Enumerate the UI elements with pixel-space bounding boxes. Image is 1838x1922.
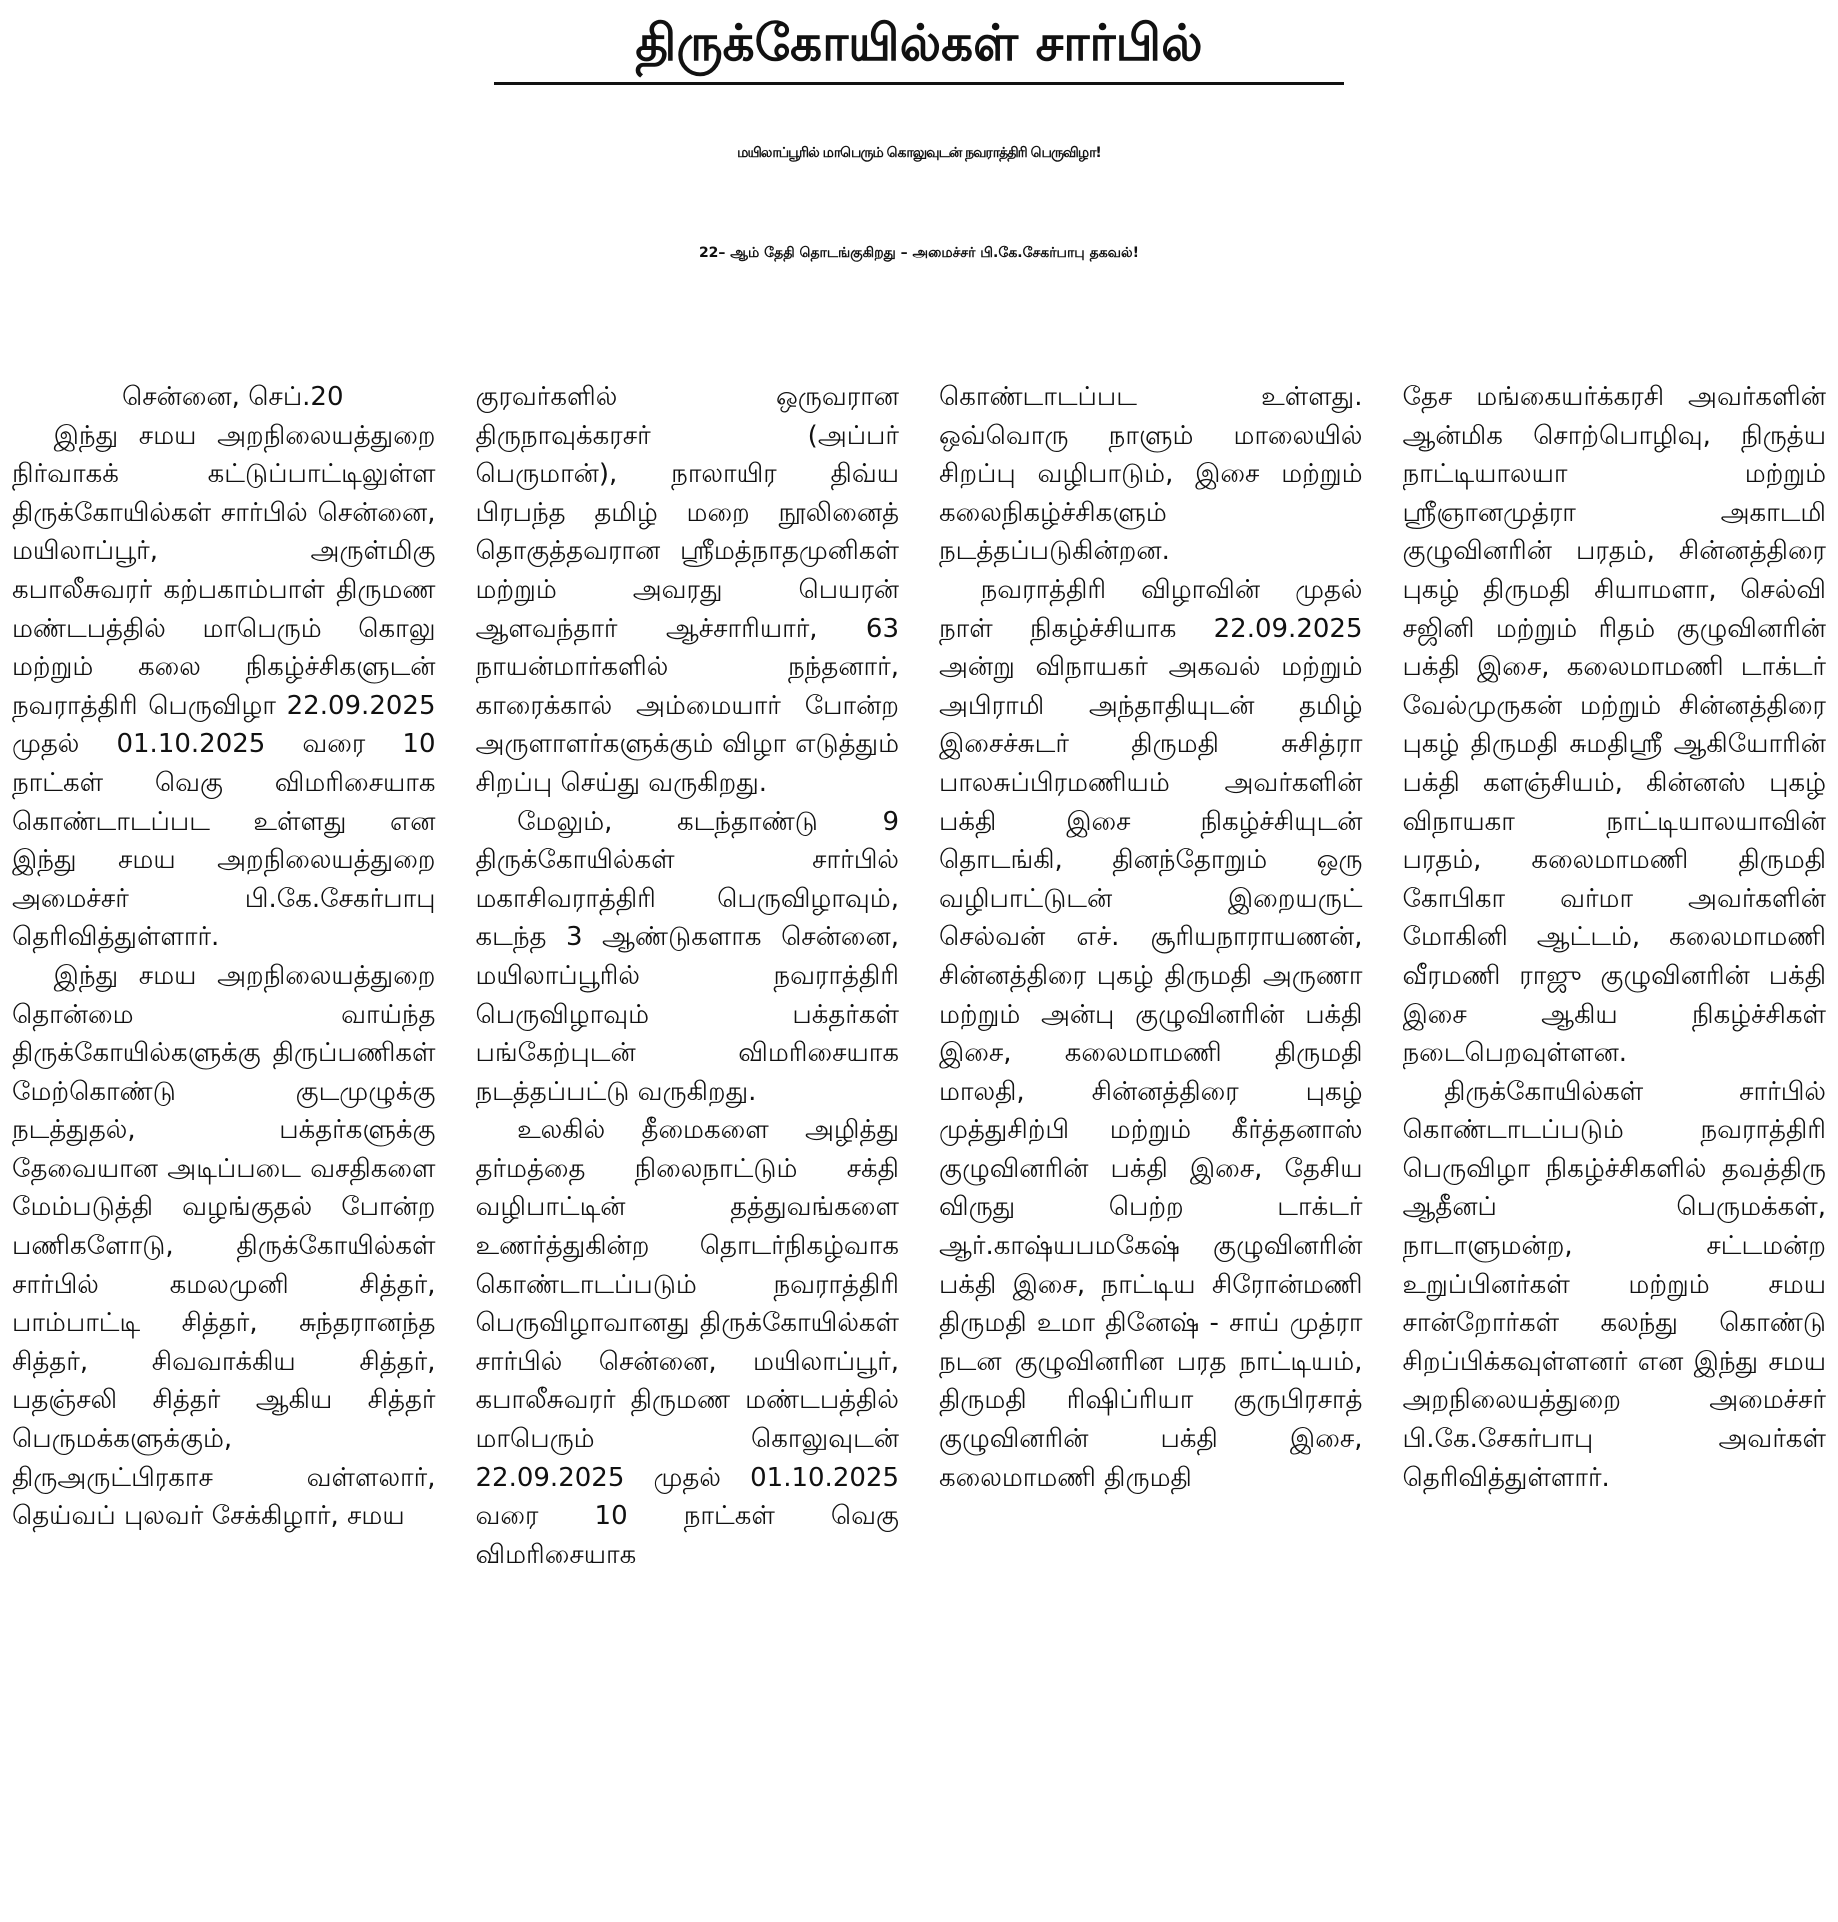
article-column-3 (939, 378, 1363, 1918)
kicker-heading (12, 0, 1826, 78)
article-column-4 (1403, 378, 1827, 1918)
article-paragraph: உலகில் தீமைகளை அழித்து தர்மத்தை நிலைநாட்டும் சக்தி வழிபாட்டின் தத்துவங்களை உணர்த்துகின்ற தொடர்நிகழ்வாக கொண்டாடப்படும் நவராத்திரி பெருவிழாவானது திருக்கோயில்கள் சார்பில் சென்னை, மயிலாப்பூர், கபாலீசுவரர் திருமண மண்டபத்தில் மாபெரும் கொலுவுடன் 22.09.2025 முதல் 01.10.2025 வரை 10 நாட்கள் வெகு விமரிசையாக (475, 1115, 899, 1570)
article-paragraph: கொண்டாடப்பட உள்ளது. ஒவ்வொரு நாளும் மாலையில் சிறப்பு வழிபாடும், இசை மற்றும் கலைநிகழ்ச்சிகளும் நடத்தப்படுகின்றன. (939, 382, 1363, 567)
article-paragraph: திருக்கோயில்கள் சார்பில் கொண்டாடப்படும் நவராத்திரி பெருவிழா நிகழ்ச்சிகளில் தவத்திரு ஆதீனப் பெருமக்கள், நாடாளுமன்ற, சட்டமன்ற உறுப்பினர்கள் மற்றும் சமய சான்றோர்கள் கலந்து கொண்டு சிறப்பிக்கவுள்ளனர் என இந்து சமய அறநிலையத்துறை அமைச்சர் பி.கே.சேகர்பாபு அவர்கள் தெரிவித்துள்ளார். (1402, 1076, 1826, 1493)
article-paragraph: குரவர்களில் ஒருவரான திருநாவுக்கரசர் (அப்பர் பெருமான்), நாலாயிர திவ்ய பிரபந்த தமிழ் மறை நூலினைத் தொகுத்தவரான ஸ்ரீமத்நாதமுனிகள் மற்றும் அவரது பெயரன் ஆளவந்தார் ஆச்சாரியார், 63 நாயன்மார்களில் நந்தனார், காரைக்கால் அம்மையார் போன்ற அருளாளர்களுக்கும் விழா எடுத்தும் சிறப்பு செய்து வருகிறது. (475, 382, 899, 798)
article-paragraph: மேலும், கடந்தாண்டு 9 திருக்கோயில்கள் சார்பில் மகாசிவராத்திரி பெருவிழாவும், கடந்த 3 ஆண்டுகளாக சென்னை, மயிலாப்பூரில் நவராத்திரி பெருவிழாவும் பக்தர்கள் பங்கேற்புடன் விமரிசையாக நடத்தப்பட்டு வருகிறது. (475, 806, 899, 1107)
headline: மயிலாப்பூரில் மாபெரும் கொலுவுடன் நவராத்திரி பெருவிழா! (737, 145, 1101, 161)
subheadline: 22– ஆம் தேதி தொடங்குகிறது – அமைச்சர் பி.கே.சேகர்பாபு தகவல்! (698, 245, 1140, 261)
article-body (12, 378, 1826, 1918)
kicker-underline (494, 82, 1344, 85)
article-column-1 (12, 378, 436, 1918)
article-paragraph: தேச மங்கையர்க்கரசி அவர்களின் ஆன்மிக சொற்பொழிவு, நிருத்ய நாட்டியாலயா மற்றும் ஸ்ரீஞானமுத்ரா அகாடமி குழுவினரின் பரதம், சின்னத்திரை புகழ் திருமதி சியாமளா, செல்வி சஜினி மற்றும் ரிதம் குழுவினரின் பக்தி இசை, கலைமாமணி டாக்டர் வேல்முருகன் மற்றும் சின்னத்திரை புகழ் திருமதி சுமதிஸ்ரீ ஆகியோரின் பக்தி களஞ்சியம், கின்னஸ் புகழ் விநாயகா நாட்டியாலயாவின் பரதம், கலைமாமணி திருமதி கோபிகா வர்மா அவர்களின் மோகினி ஆட்டம், கலைமாமணி வீரமணி ராஜு குழுவினரின் பக்தி இசை ஆகிய நிகழ்ச்சிகள் நடைபெறவுள்ளன. (1402, 382, 1826, 1069)
kicker-text: திருக்கோயில்கள் சார்பில் (635, 14, 1203, 72)
article-paragraph: இந்து சமய அறநிலையத்துறை தொன்மை வாய்ந்த திருக்கோயில்களுக்கு திருப்பணிகள் மேற்கொண்டு குடமுழுக்கு நடத்துதல், பக்தர்களுக்கு தேவையான அடிப்படை வசதிகளை மேம்படுத்தி வழங்குதல் போன்ற பணிகளோடு, திருக்கோயில்கள் சார்பில் கமலமுனி சித்தர், பாம்பாட்டி சித்தர், சுந்தரானந்த சித்தர், சிவவாக்கிய சித்தர், பதஞ்சலி சித்தர் ஆகிய சித்தர் பெருமக்களுக்கும், திருஅருட்பிரகாச வள்ளலார், தெய்வப் புலவர் சேக்கிழார், சமய (12, 960, 436, 1532)
article-paragraph: நவராத்திரி விழாவின் முதல் நாள் நிகழ்ச்சியாக 22.09.2025 அன்று விநாயகர் அகவல் மற்றும் அபிராமி அந்தாதியுடன் தமிழ் இசைச்சுடர் திருமதி சுசித்ரா பாலசுப்பிரமணியம் அவர்களின் பக்தி இசை நிகழ்ச்சியுடன் தொடங்கி, தினந்தோறும் ஒரு வழிபாட்டுடன் இறையருட் செல்வன் எச். சூரியநாராயணன், சின்னத்திரை புகழ் திருமதி அருணா மற்றும் அன்பு குழுவினரின் பக்தி இசை, கலைமாமணி திருமதி மாலதி, சின்னத்திரை புகழ் முத்துசிற்பி மற்றும் கீர்த்தனாஸ் குழுவினரின் பக்தி இசை, தேசிய விருது பெற்ற டாக்டர் ஆர்.காஷ்யபமகேஷ் குழுவினரின் பக்தி இசை, நாட்டிய சிரோன்மணி திருமதி உமா தினேஷ் - சாய் முத்ரா நடன குழுவினரின பரத நாட்டியம், திருமதி ரிஷிப்ரியா குருபிரசாத் குழுவினரின் பக்தி இசை, கலைமாமணி திருமதி (939, 574, 1363, 1493)
article-paragraph: இந்து சமய அறநிலையத்துறை நிர்வாகக் கட்டுப்பாட்டிலுள்ள திருக்கோயில்கள் சார்பில் சென்னை, மயிலாப்பூர், அருள்மிகு கபாலீசுவரர் கற்பகாம்பாள் திருமண மண்டபத்தில் மாபெரும் கொலு மற்றும் கலை நிகழ்ச்சிகளுடன் நவராத்திரி பெருவிழா 22.09.2025 முதல் 01.10.2025 வரை 10 நாட்கள் வெகு விமரிசையாக கொண்டாடப்பட உள்ளது என இந்து சமய அறநிலையத்துறை அமைச்சர் பி.கே.சேகர்பாபு தெரிவித்துள்ளார். (12, 420, 436, 953)
dateline: சென்னை, செப்.20 (122, 382, 344, 412)
article-column-2 (476, 378, 900, 1918)
